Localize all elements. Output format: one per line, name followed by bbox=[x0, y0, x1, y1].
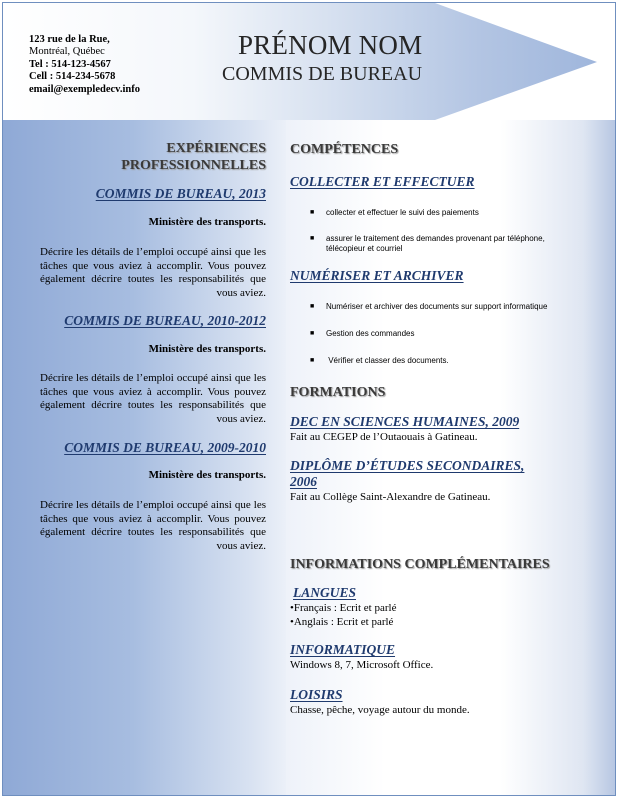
contact-cell: Cell : 514-234-5678 bbox=[29, 71, 116, 83]
contact-block bbox=[29, 34, 140, 96]
experience-heading bbox=[40, 140, 266, 174]
job-desc-1: Décrire les détails de l’emploi occupé ainsi que les tâches que vous aviez à accomplir. Vous pouvez également décrire toutes les responsabilités que vous aviez. bbox=[40, 246, 266, 299]
job-employer-1: Ministère des transports. bbox=[148, 216, 266, 228]
language-item-1: •Français : Ecrit et parlé bbox=[290, 602, 397, 614]
it-detail: Windows 8, 7, Microsoft Office. bbox=[290, 659, 434, 671]
skill-group-title-2: NUMÉRISER ET ARCHIVER bbox=[290, 268, 464, 283]
job-title-3: COMMIS DE BUREAU, 2009-2010 bbox=[64, 440, 266, 455]
education-detail-2: Fait au Collège Saint-Alexandre de Gatineau. bbox=[290, 491, 491, 503]
candidate-name: PRÉNOM NOM bbox=[238, 30, 423, 60]
skills-heading: COMPÉTENCES bbox=[290, 142, 399, 157]
education-title-2-line2: 2006 bbox=[290, 474, 317, 489]
bullet-icon: ■ bbox=[310, 303, 315, 310]
hobbies-title: LOISIRS bbox=[290, 687, 343, 702]
language-item-2: •Anglais : Ecrit et parlé bbox=[290, 616, 394, 628]
job-desc-3: Décrire les détails de l’emploi occupé ainsi que les tâches que vous aviez à accomplir. Vous pouvez également décrire toutes les responsabilités que vous aviez. bbox=[40, 499, 266, 552]
resume-page: 123 rue de la Rue, Montréal, Québec Tel : 514-123-4567 Cell : 514-234-5678 email@exempledecv.info PRÉNOM NOM COMMIS DE BUREAU EXPÉRIENCES PROFESSIONNELLES COMMIS DE BUREAU, 2013 Ministère des transports. Décrire les détails de l’emploi occupé ainsi que les tâches que vous aviez à accomplir. Vous pouvez également décrire toutes les responsabilités que vous aviez. COMMIS DE BUREAU, 2010-2012 Ministère des transports. Décrire les détails de l’emploi occupé ainsi que les tâches que vous aviez à accomplir. Vous pouvez également décrire toutes les responsabilités que vous aviez. COMMIS DE BUREAU, 2009-2010 Ministère des transports. Décrire les détails de l’emploi occupé ainsi que les tâches que vous aviez à accomplir. Vous pouvez également décrire toutes les responsabilités que vous aviez. COMPÉTENCES COLLECTER ET EFFECTUER ■ collecter et effectuer le suivi des paiements ■ assurer le traitement des demandes provenant par téléphone, télécopieur et courriel NUMÉRISER ET ARCHIVER ■ Numériser et archiver des documents sur support informatique ■ Gestion des commandes ■ Vérifier et classer des documents. FORMATIONS DEC EN SCIENCES HUMAINES, 2009 Fait au CEGEP de l’Outaouais à Gatineau. DIPLÔME D’ÉTUDES SECONDAIRES, 2006 Fait au Collège Saint-Alexandre de Gatineau. INFORMATIONS COMPLÉMENTAIRES LANGUES •Français : Ecrit et parlé •Anglais : Ecrit et parlé INFORMATIQUE Windows 8, 7, Microsoft Office. LOISIRS Chasse, pêche, voyage autour du monde. bbox=[0, 0, 619, 798]
education-title-2-line1: DIPLÔME D’ÉTUDES SECONDAIRES, bbox=[290, 458, 525, 473]
job-employer-3: Ministère des transports. bbox=[148, 469, 266, 481]
education-title-1: DEC EN SCIENCES HUMAINES, 2009 bbox=[290, 414, 520, 429]
it-title: INFORMATIQUE bbox=[290, 642, 396, 657]
bullet-icon: ■ bbox=[310, 209, 315, 216]
skill-group-title-1: COLLECTER ET EFFECTUER bbox=[290, 174, 475, 189]
job-title-2: COMMIS DE BUREAU, 2010-2012 bbox=[64, 313, 266, 328]
languages-title: LANGUES bbox=[293, 585, 357, 600]
contact-city: Montréal, Québec bbox=[29, 46, 105, 58]
job-title-1: COMMIS DE BUREAU, 2013 bbox=[95, 186, 266, 201]
job-employer-2: Ministère des transports. bbox=[148, 343, 266, 355]
education-detail-1: Fait au CEGEP de l’Outaouais à Gatineau. bbox=[290, 431, 478, 443]
extra-heading: INFORMATIONS COMPLÉMENTAIRES bbox=[290, 557, 550, 572]
job-desc-2: Décrire les détails de l’emploi occupé ainsi que les tâches que vous aviez à accomplir. Vous pouvez également décrire toutes les responsabilités que vous aviez. bbox=[40, 372, 266, 425]
contact-tel: Tel : 514-123-4567 bbox=[29, 58, 111, 70]
education-heading: FORMATIONS bbox=[290, 385, 386, 400]
hobbies-detail: Chasse, pêche, voyage autour du monde. bbox=[290, 704, 470, 716]
experience-heading-line2: PROFESSIONNELLES bbox=[121, 158, 266, 173]
contact-street: 123 rue de la Rue, bbox=[29, 34, 110, 45]
experience-heading-line1: EXPÉRIENCES bbox=[166, 141, 266, 156]
bullet-icon: ■ bbox=[310, 235, 315, 242]
candidate-title: COMMIS DE BUREAU bbox=[222, 63, 423, 85]
bullet-icon: ■ bbox=[310, 357, 315, 364]
bullet-icon: ■ bbox=[310, 330, 315, 337]
contact-email: email@exempledecv.info bbox=[29, 83, 140, 95]
